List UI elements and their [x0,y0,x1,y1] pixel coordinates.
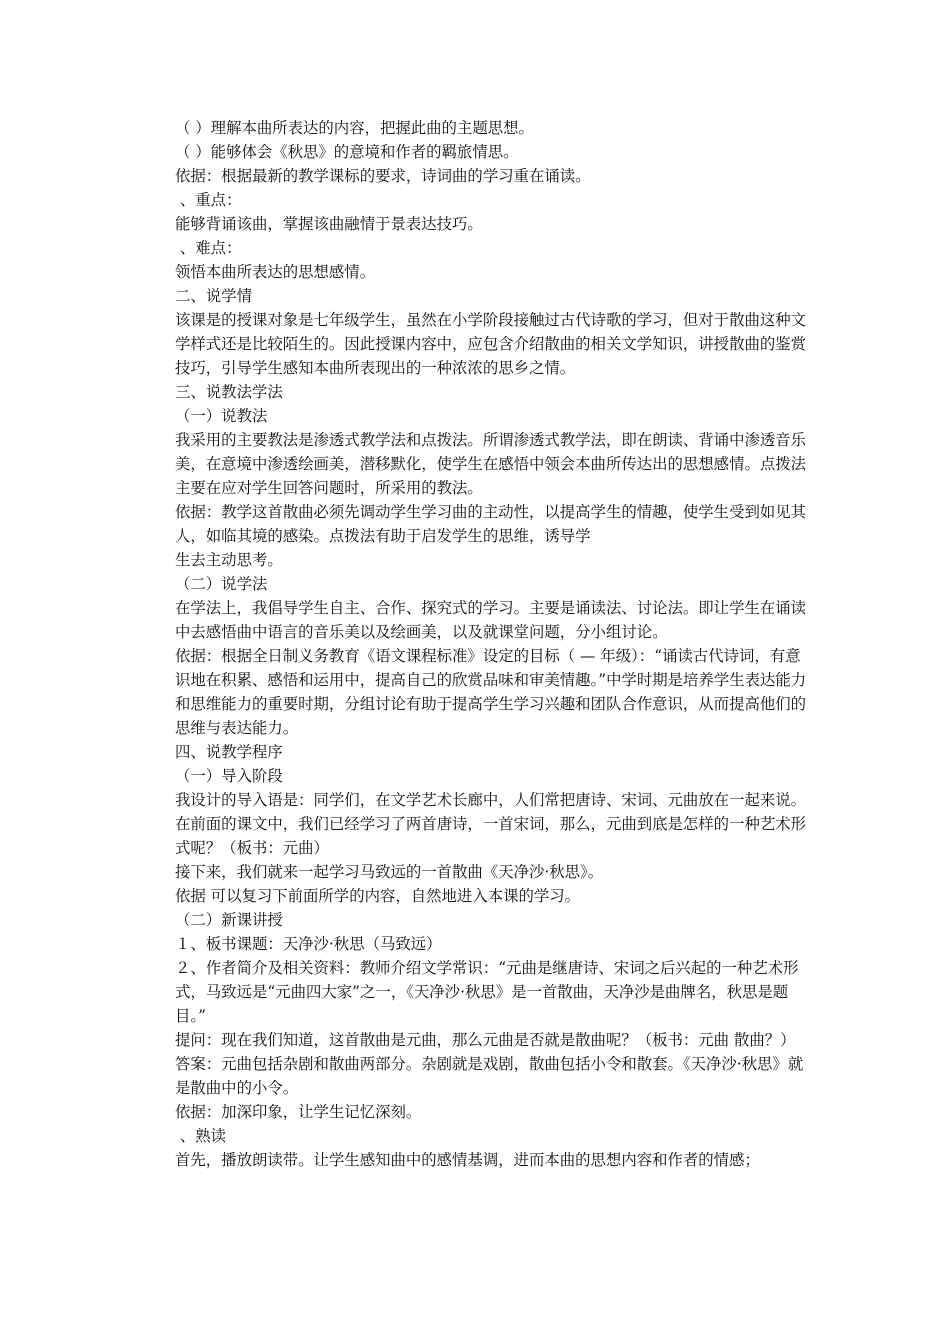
document-body [175,116,813,1172]
paragraph: 该课是的授课对象是七年级学生，虽然在小学阶段接触过古代诗歌的学习，但对于散曲这种文学样式还是比较陌生的。因此授课内容中，应包含介绍散曲的相关文学知识，讲授散曲的鉴赏技巧，引导学生感知本曲所表现出的一种浓浓的思乡之情。 [175,311,807,377]
subsection-heading: （一）说教法 [175,407,268,425]
text-line: １、板书课题：天净沙·秋思（马致远） [175,935,442,953]
section-heading: 三、说教法学法 [175,383,283,401]
text-line: 接下来，我们就来一起学习马致远的一首散曲《天净沙·秋思》。 [175,863,604,881]
text-line: 、熟读 [175,1127,227,1145]
subsection-heading: （二）说学法 [175,575,268,593]
text-line: 依据：根据最新的教学课标的要求，诗词曲的学习重在诵读。 [175,167,591,185]
subsection-heading: （一）导入阶段 [175,767,283,785]
text-line: 首先，播放朗读带。让学生感知曲中的感情基调，进而本曲的思想内容和作者的情感； [175,1151,760,1169]
text-line: 依据 可以复习下前面所学的内容，自然地进入本课的学习。 [175,887,581,905]
paragraph: 我采用的主要教法是渗透式教学法和点拨法。所谓渗透式教学法，即在朗读、背诵中渗透音乐美，在意境中渗透绘画美，潜移默化，使学生在感悟中领会本曲所传达出的思想感情。点拨法主要在应对学生回答问题时，所采用的教法。 [175,431,807,497]
text-line: 、难点： [175,239,242,257]
text-line: 依据：加深印象，让学生记忆深刻。 [175,1103,422,1121]
text-line: 生去主动思考。 [175,551,283,569]
paragraph: 依据：根据全日制义务教育《语文课程标准》设定的目标（ — 年级）：“诵读古代诗词，有意识地在积累、感悟和运用中，提高自己的欣赏品味和审美情趣。”中学时期是培养学生表达能力和思维能力的重要时期，分组讨论有助于提高学生学习兴趣和团队合作意识，从而提高他们的思维与表达能力。 [175,647,807,737]
text-line: 提问：现在我们知道，这首散曲是元曲，那么元曲是否就是散曲呢？（板书：元曲 散曲？） [175,1031,796,1049]
text-line: （ ）能够体会《秋思》的意境和作者的羁旅情思。 [175,143,519,161]
paragraph: 答案：元曲包括杂剧和散曲两部分。杂剧就是戏剧，散曲包括小令和散套。《天净沙·秋思》就是散曲中的小令。 [175,1055,804,1097]
paragraph: 在学法上，我倡导学生自主、合作、探究式的学习。主要是诵读法、讨论法。即让学生在诵读中去感悟曲中语言的音乐美以及绘画美，以及就课堂问题，分小组讨论。 [175,599,807,641]
text-line: 领悟本曲所表达的思想感情。 [175,263,376,281]
text-line: （ ）理解本曲所表达的内容，把握此曲的主题思想。 [175,119,534,137]
subsection-heading: （二）新课讲授 [175,911,283,929]
section-heading: 二、说学情 [175,287,252,305]
text-line: 能够背诵该曲，掌握该曲融情于景表达技巧。 [175,215,483,233]
section-heading: 四、说教学程序 [175,743,283,761]
paragraph: 我设计的导入语是：同学们，在文学艺术长廊中，人们常把唐诗、宋词、元曲放在一起来说。在前面的课文中，我们已经学习了两首唐诗，一首宋词，那么，元曲到底是怎样的一种艺术形式呢？（板书：元曲） [175,791,807,857]
text-line: 、重点： [175,191,242,209]
paragraph: ２、作者简介及相关资料：教师介绍文学常识：“元曲是继唐诗、宋词之后兴起的一种艺术形式，马致远是“元曲四大家”之一，《天净沙·秋思》是一首散曲，天净沙是曲牌名，秋思是题目。” [175,959,799,1025]
paragraph: 依据：教学这首散曲必须先调动学生学习曲的主动性，以提高学生的情趣，使学生受到如见其人，如临其境的感染。点拨法有助于启发学生的思维，诱导学 [175,503,807,545]
